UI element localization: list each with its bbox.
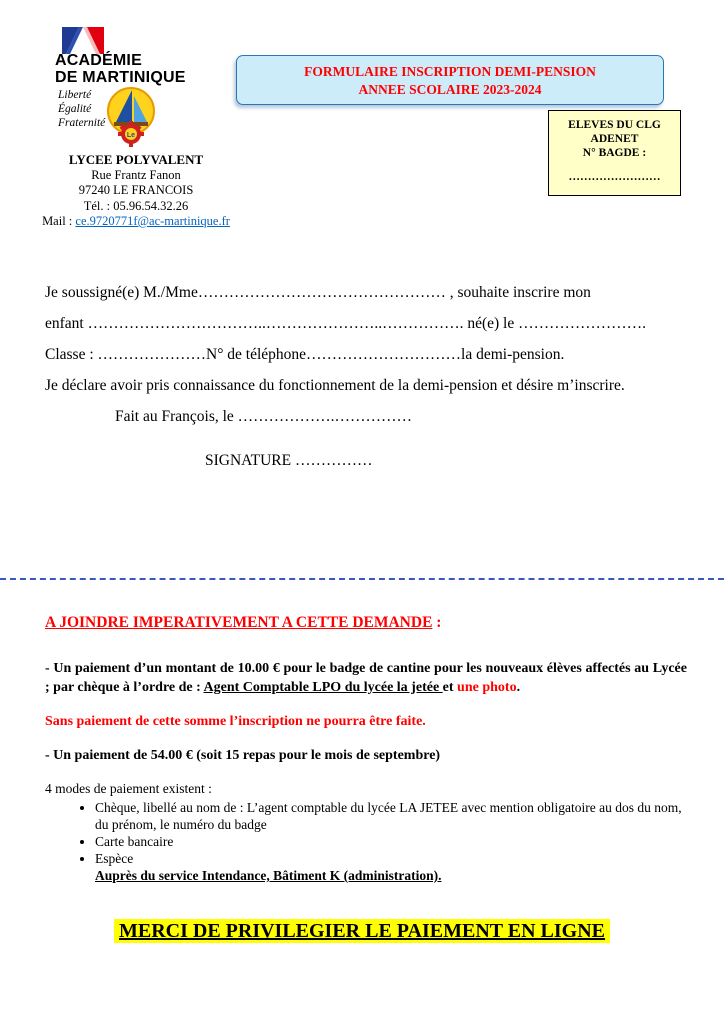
motto-fraternite: Fraternité — [58, 117, 106, 129]
form-title-line1: FORMULAIRE INSCRIPTION DEMI-PENSION — [304, 64, 596, 79]
payment-meals-paragraph: - Un paiement de 54.00 € (soit 15 repas pour le mois de septembre) — [45, 748, 441, 763]
payment-badge-paragraph — [45, 659, 687, 697]
form-line-class-phone: Classe : …………………N° de téléphone…………………………la demi-pension. — [45, 346, 565, 363]
payment-modes-list — [45, 799, 687, 867]
form-line-child-name: enfant ……………………………..…………………..……………. né(e) le ……………………. — [45, 315, 646, 332]
badge-number-blank: …………………… — [568, 171, 661, 183]
attachments-section — [45, 614, 687, 885]
photo-required-red: une photo — [457, 680, 517, 695]
svg-text:Le: Le — [126, 132, 136, 139]
school-address-line1: Rue Frantz Fanon — [91, 167, 181, 182]
school-contact-block — [26, 152, 246, 230]
motto-liberte: Liberté — [58, 89, 92, 101]
online-payment-text: MERCI DE PRIVILEGIER LE PAIEMENT EN LIGNE — [114, 919, 610, 943]
form-title-line2: ANNEE SCOLAIRE 2023-2024 — [358, 82, 542, 97]
payment-mode-card: • Carte bancaire — [95, 833, 687, 850]
online-payment-banner — [0, 920, 724, 943]
school-name: LYCEE POLYVALENT — [68, 152, 204, 167]
form-line-date-place: Fait au François, le ……………….…………… — [115, 408, 413, 425]
payment-badge-text: - Un paiement d’un montant de 10.00 € pour le badge de cantine pour les nouveaux élèves affectés au Lycée ; par chèque à l’ordre de : — [45, 661, 687, 695]
attachments-heading-text: A JOINDRE IMPERATIVEMENT A CETTE DEMANDE — [45, 614, 433, 631]
school-logo-icon — [102, 84, 160, 148]
payee-name-underlined: Agent Comptable LPO du lycée la jetée — [203, 680, 443, 695]
school-mail-line — [26, 214, 246, 230]
payment-mode-cheque: • Chèque, libellé au nom de : L’agent comptable du lycée LA JETEE avec mention obligatoire au dos du nom, du prénom, le numéro du badge — [95, 799, 687, 833]
badge-box-line2: ADENET — [590, 133, 639, 145]
attachments-heading-colon: : — [432, 614, 442, 631]
badge-info-box — [548, 110, 681, 196]
mail-label: Mail : — [42, 214, 76, 228]
signature-line: SIGNATURE …………… — [205, 452, 373, 469]
mail-link[interactable]: ce.9720771f@ac-martinique.fr — [75, 214, 230, 228]
school-address-line2: 97240 LE FRANCOIS — [78, 183, 194, 197]
academy-name-line2: DE MARTINIQUE — [55, 69, 186, 86]
payment-badge-mid: et — [442, 680, 458, 695]
badge-box-line3: N° BAGDE : — [582, 147, 647, 159]
form-title-box — [236, 55, 664, 105]
attachments-heading — [45, 614, 687, 632]
badge-box-line1: ELEVES DU CLG — [568, 119, 661, 131]
form-line-parent-name: Je soussigné(e) M./Mme………………………………………… , souhaite inscrire mon — [45, 284, 591, 301]
academy-name — [55, 52, 186, 86]
school-phone: Tél. : 05.96.54.32.26 — [83, 198, 189, 213]
payment-location-note: Auprès du service Intendance, Bâtiment K (administration). — [95, 868, 442, 883]
republic-motto — [58, 88, 105, 130]
payment-modes-intro: 4 modes de paiement existent : — [45, 781, 212, 796]
enrollment-form-body — [45, 284, 685, 470]
payment-mode-cash: • Espèce — [95, 850, 687, 867]
academy-name-line1: ACADÉMIE — [55, 52, 142, 69]
payment-warning: Sans paiement de cette somme l’inscription ne pourra être faite. — [45, 714, 426, 729]
payment-badge-end: . — [516, 680, 521, 695]
form-line-declaration: Je déclare avoir pris connaissance du fonctionnement de la demi-pension et désire m’inscrire. — [45, 377, 625, 394]
motto-egalite: Égalité — [58, 103, 92, 115]
french-republic-flag-icon — [62, 27, 104, 54]
dashed-separator — [0, 578, 724, 580]
